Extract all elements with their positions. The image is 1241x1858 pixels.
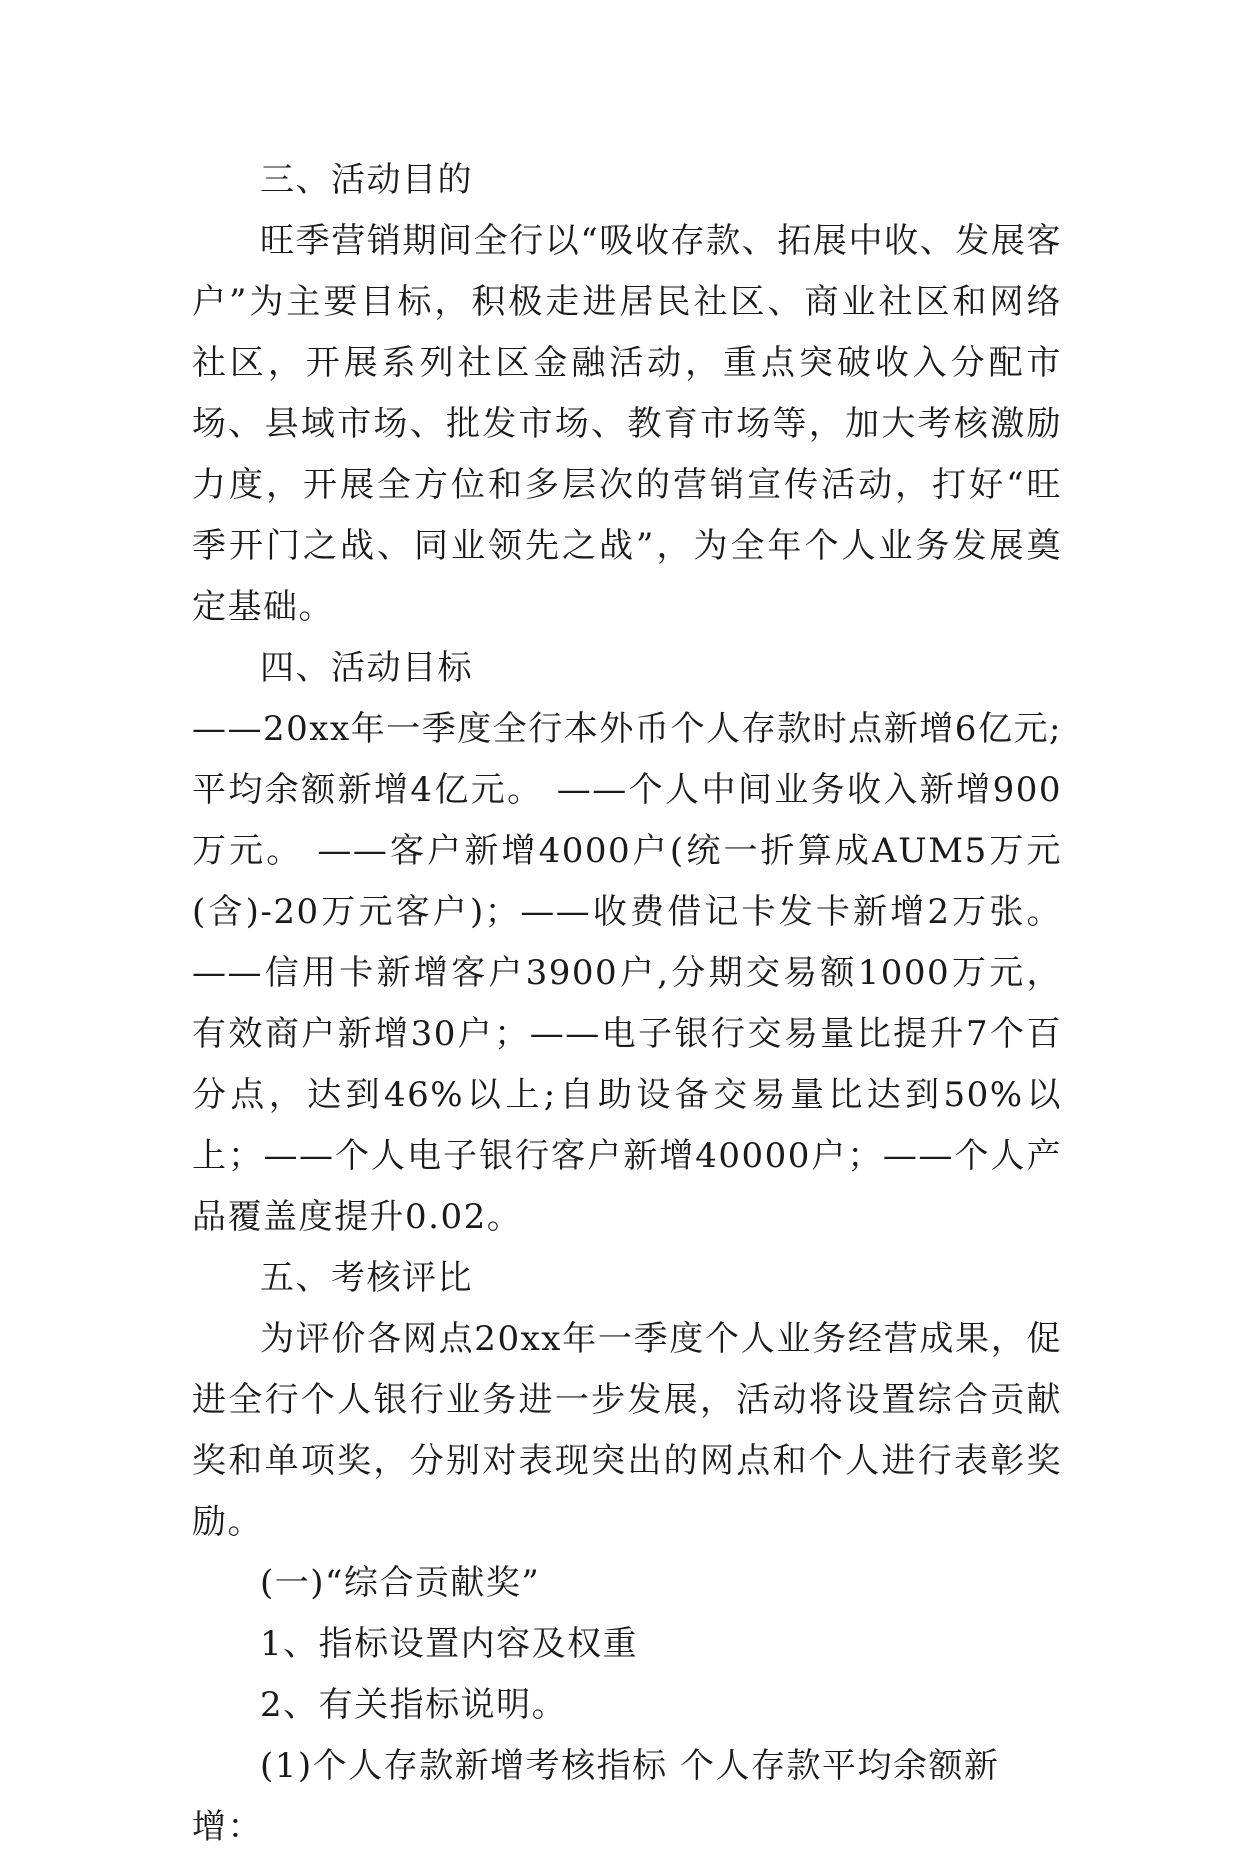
list-item-3: (1)个人存款新增考核指标 个人存款平均余额新增： (192, 1746, 1000, 1847)
document-body (192, 150, 1062, 1858)
section-body-3: 旺季营销期间全行以“吸收存款、拓展中收、发展客户”为主要目标，积极走进居民社区、商业社区和网络社区，开展系列社区金融活动，重点突破收入分配市场、县域市场、批发市场、教育市场等，加大考核激励力度，开展全方位和多层次的营销宣传活动，打好“旺季开门之战、同业领先之战”，为全年个人业务发展奠定基础。 (192, 221, 1062, 627)
list-item-1: 1、指标设置内容及权重 (260, 1624, 639, 1664)
section-heading-5: 五、考核评比 (260, 1258, 473, 1298)
section-heading-4: 四、活动目标 (260, 648, 473, 688)
section-heading-3: 三、活动目的 (260, 160, 473, 200)
section-body-4: ——20xx年一季度全行本外币个人存款时点新增6亿元;平均余额新增4亿元。 ——个人中间业务收入新增900万元。 ——客户新增4000户(统一折算成AUM5万元(含)-20万元客户)；——收费借记卡发卡新增2万张。 ——信用卡新增客户3900户,分期交易额1000万元， 有效商户新增30户；——电子银行交易量比提升7个百分点，达到46%以上;自助设备交易量比达到50%以上；——个人电子银行客户新增40000户；——个人产品覆盖度提升0.02。 (192, 709, 1062, 1237)
subsection-heading-1: (一)“综合贡献奖” (260, 1563, 541, 1603)
list-item-2: 2、有关指标说明。 (260, 1685, 568, 1725)
section-body-5: 为评价各网点20xx年一季度个人业务经营成果，促进全行个人银行业务进一步发展，活动将设置综合贡献奖和单项奖，分别对表现突出的网点和个人进行表彰奖励。 (192, 1319, 1062, 1542)
